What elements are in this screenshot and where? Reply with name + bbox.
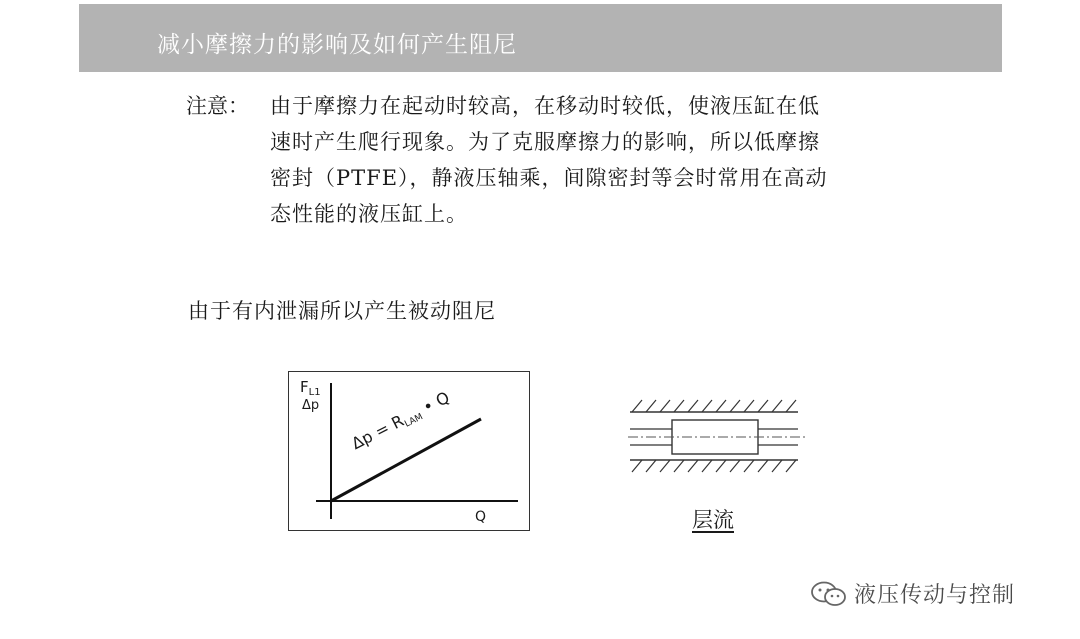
note-body	[270, 88, 920, 232]
top-wall-hatching	[632, 400, 796, 412]
y-axis-label-delta-p: Δp	[302, 398, 320, 413]
y-axis-label-main: F	[300, 378, 309, 396]
laminar-flow-label: 层流	[692, 508, 734, 532]
note-line-2: 速时产生爬行现象。为了克服摩擦力的影响，所以低摩擦	[270, 130, 820, 154]
x-axis-label: Q	[475, 509, 487, 525]
laminar-flow-diagram	[628, 396, 808, 476]
bottom-wall-hatching	[632, 460, 796, 472]
note-line-1: 由于摩擦力在起动时较高，在移动时较低，使液压缸在低	[270, 94, 820, 118]
title-bar	[79, 4, 1002, 72]
formula-sub: LAM	[403, 412, 425, 430]
pressure-flow-line	[331, 419, 481, 501]
section-subtitle: 由于有内泄漏所以产生被动阻尼	[188, 299, 496, 323]
wechat-icon	[810, 580, 848, 608]
pressure-flow-graph	[288, 371, 532, 533]
watermark	[810, 578, 1015, 609]
y-axis-label-sub: L1	[308, 387, 321, 398]
note-line-4: 态性能的液压缸上。	[270, 202, 468, 226]
watermark-text: 液压传动与控制	[854, 583, 1016, 608]
formula-left: Δp = R	[348, 410, 407, 454]
note-label: 注意：	[186, 94, 249, 118]
formula-right: • Q	[415, 387, 453, 420]
y-axis-label	[300, 380, 321, 400]
note-line-3: 密封（PTFE），静液压轴乘，间隙密封等会时常用在高动	[270, 166, 828, 190]
graph-axes	[288, 371, 532, 533]
page-title: 减小摩擦力的影响及如何产生阻尼	[157, 32, 517, 58]
